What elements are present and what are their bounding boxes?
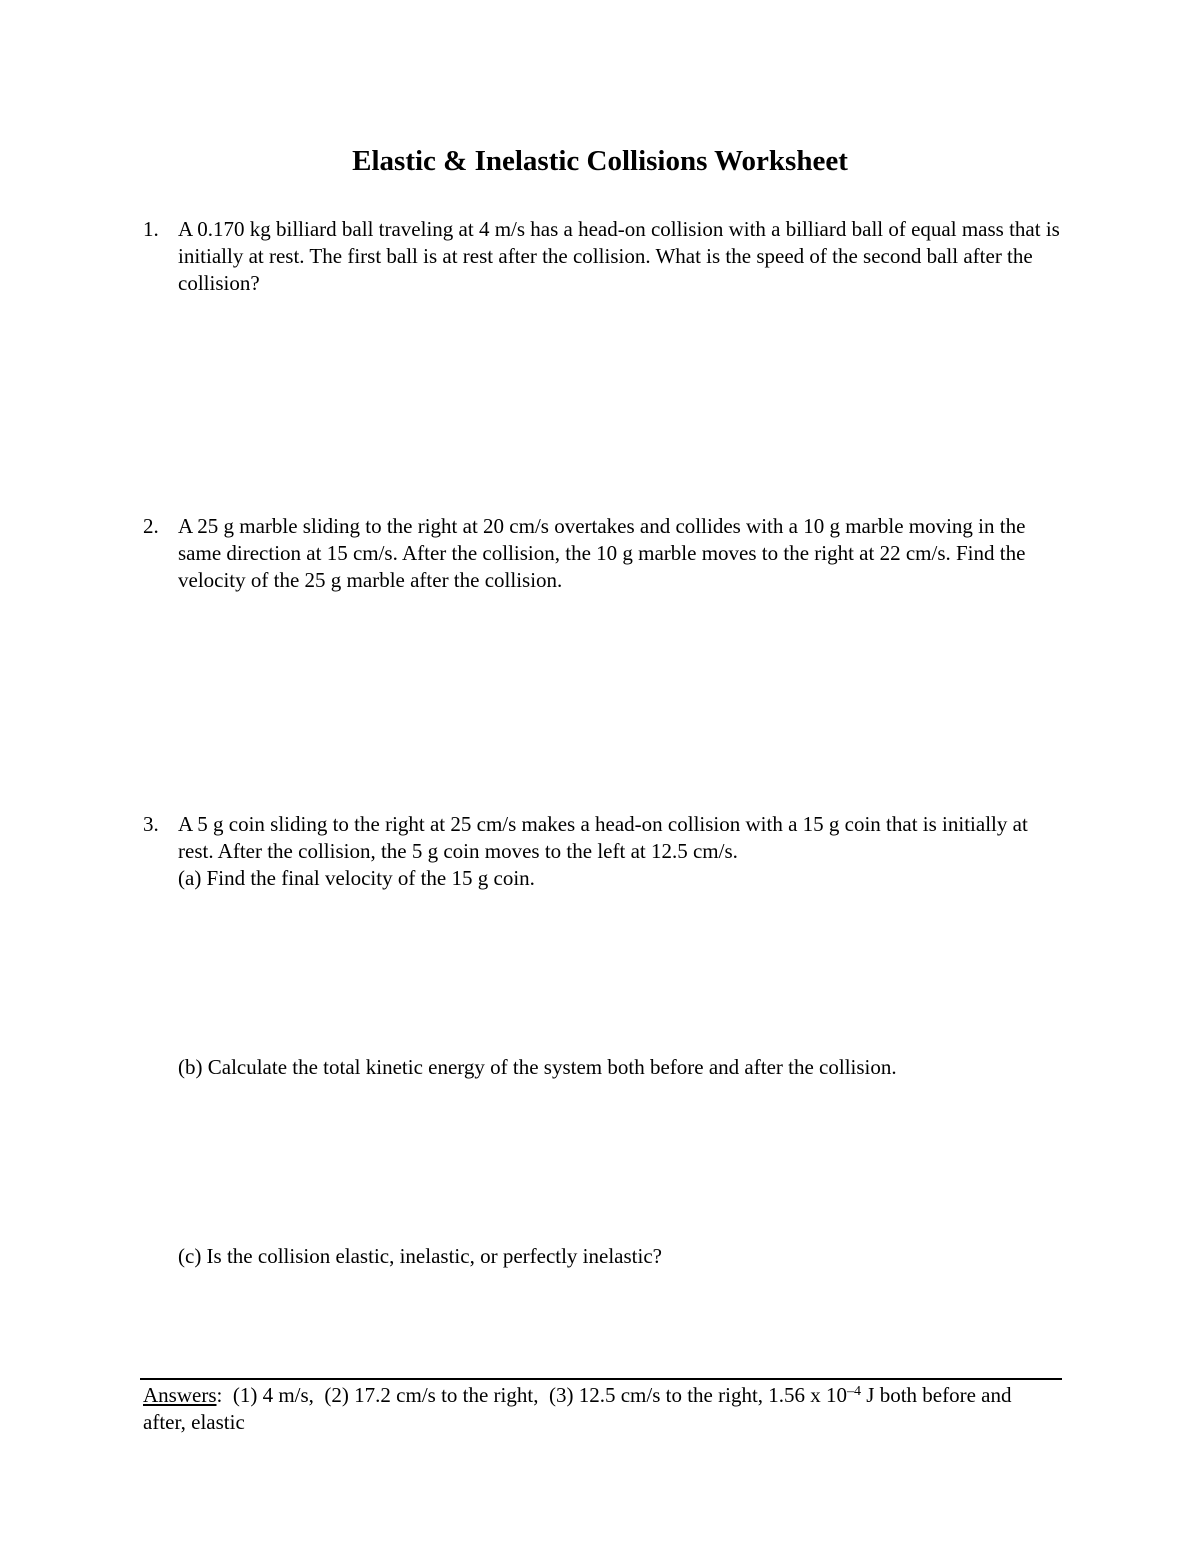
question-3 xyxy=(143,811,1063,892)
question-1-number: 1. xyxy=(143,217,159,241)
answers-divider xyxy=(140,1378,1062,1380)
question-3-part-b: (b) Calculate the total kinetic energy of the system both before and after the collision. xyxy=(178,1055,897,1079)
question-3-part-a: (a) Find the final velocity of the 15 g coin. xyxy=(178,866,535,890)
question-2-body xyxy=(178,513,1063,594)
answers-exponent: –4 xyxy=(847,1384,862,1399)
question-1 xyxy=(143,216,1063,297)
question-1-text: A 0.170 kg billiard ball traveling at 4 m/s has a head-on collision with a billiard ball of equal mass that is initially at rest. The first ball is at rest after the collision. What is the speed of the second ball after the collision? xyxy=(178,217,1060,295)
worksheet-title: Elastic & Inelastic Collisions Worksheet xyxy=(352,145,848,177)
answers-text-part-2: J both before and after, elastic xyxy=(143,1383,1017,1434)
answers-colon: : xyxy=(216,1383,223,1407)
question-2-number: 2. xyxy=(143,514,159,538)
answers-section xyxy=(143,1382,1043,1436)
question-3-body xyxy=(178,811,1063,892)
question-3-text: A 5 g coin sliding to the right at 25 cm/s makes a head-on collision with a 15 g coin that is initially at rest. After the collision, the 5 g coin moves to the left at 12.5 cm/s. xyxy=(178,812,1028,863)
question-2-text: A 25 g marble sliding to the right at 20 cm/s overtakes and collides with a 10 g marble moving in the same direction at 15 cm/s. After the collision, the 10 g marble moves to the right at 22 cm/s. Find the velocity of the 25 g marble after the collision. xyxy=(178,514,1026,592)
answers-label: Answers xyxy=(143,1383,217,1407)
question-3-part-c: (c) Is the collision elastic, inelastic, or perfectly inelastic? xyxy=(178,1244,662,1268)
answers-text-part-1: (1) 4 m/s, (2) 17.2 cm/s to the right, (3) 12.5 cm/s to the right, 1.56 x 10 xyxy=(222,1383,848,1407)
question-3-number: 3. xyxy=(143,812,159,836)
question-2 xyxy=(143,513,1063,594)
question-1-body xyxy=(178,216,1063,297)
